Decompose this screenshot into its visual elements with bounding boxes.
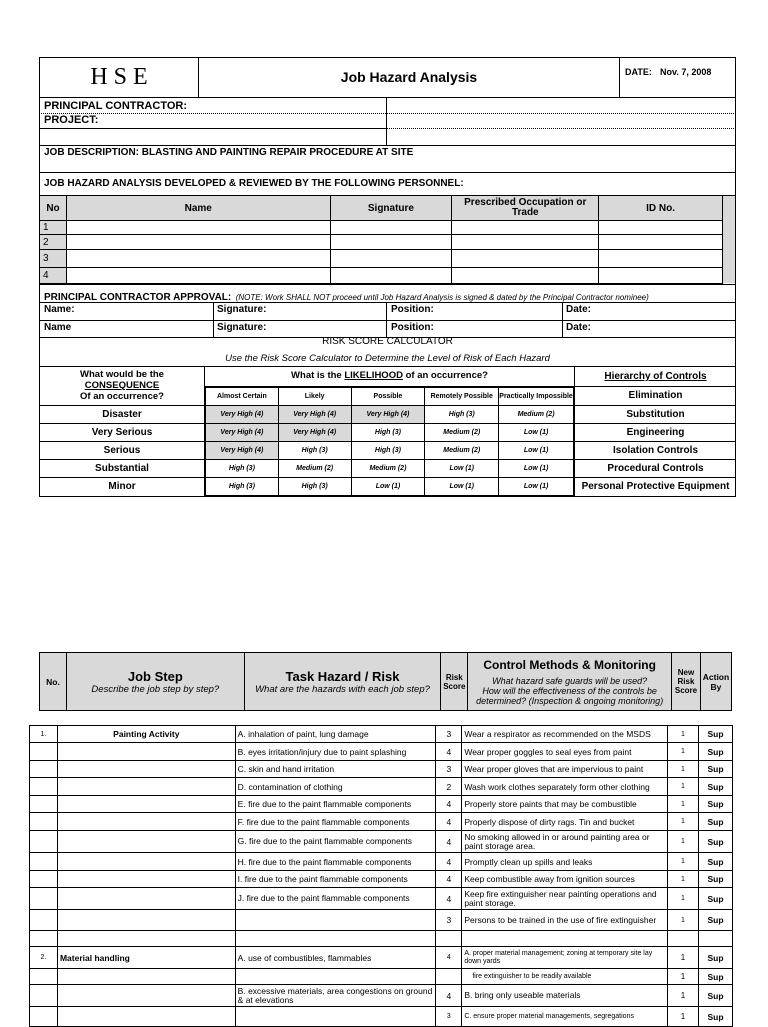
- job-step-cell: [57, 871, 235, 888]
- row-number: [30, 985, 58, 1007]
- consequence-minor: Minor: [108, 481, 136, 492]
- approval-date-2: Date:: [566, 322, 592, 333]
- job-step-cell: [57, 969, 235, 985]
- action-by-cell: Sup: [698, 985, 732, 1007]
- project-label: PROJECT:: [44, 114, 99, 126]
- row-number: [30, 871, 58, 888]
- risk-cell: Medium (2): [425, 442, 499, 460]
- risk-score-cell: 4: [436, 813, 462, 831]
- row-number: [30, 796, 58, 813]
- name-cell[interactable]: [66, 268, 330, 284]
- header-new-risk-score: New Risk Score: [671, 653, 700, 711]
- new-risk-score-cell: 1: [668, 761, 699, 778]
- col-signature: Signature: [330, 196, 452, 221]
- risk-score-cell: [436, 931, 462, 947]
- action-by-cell: [698, 931, 732, 947]
- hazard-row: [30, 888, 733, 910]
- risk-score-cell: 2: [436, 778, 462, 796]
- consequence-serious: Serious: [103, 445, 141, 456]
- col-id: ID No.: [599, 196, 723, 221]
- risk-score-cell: 4: [436, 888, 462, 910]
- hazard-row: [30, 871, 733, 888]
- occupation-cell[interactable]: [452, 268, 599, 284]
- risk-cell: High (3): [206, 478, 279, 496]
- action-by-cell: Sup: [698, 726, 732, 743]
- hazard-cell: [235, 910, 436, 931]
- action-by-cell: Sup: [698, 1007, 732, 1027]
- action-by-cell: Sup: [698, 813, 732, 831]
- job-step-cell: [57, 931, 235, 947]
- row-number: 4: [40, 268, 67, 284]
- control-substitution: Substitution: [626, 409, 685, 420]
- job-description: JOB DESCRIPTION: BLASTING AND PAINTING REPAIR PROCEDURE AT SITE: [44, 147, 414, 158]
- job-step-cell: [57, 910, 235, 931]
- action-by-cell: Sup: [698, 853, 732, 871]
- likelihood-almost-certain: Almost Certain: [206, 388, 279, 406]
- principal-contractor-label: PRINCIPAL CONTRACTOR:: [44, 100, 187, 112]
- hazard-row: [30, 813, 733, 831]
- hazard-table: [29, 725, 733, 1027]
- risk-score-cell: [436, 969, 462, 985]
- job-step-cell: [57, 778, 235, 796]
- hazard-row: [30, 778, 733, 796]
- risk-score-cell: 3: [436, 761, 462, 778]
- control-cell: Wear proper goggles to seal eyes from paint: [462, 743, 668, 761]
- new-risk-score-cell: 1: [668, 888, 699, 910]
- job-step-cell: [57, 985, 235, 1007]
- consequence-disaster: Disaster: [102, 409, 142, 420]
- header-task-hazard: Task Hazard / Risk What are the hazards with each job step?: [244, 653, 441, 711]
- hazard-row: [30, 947, 733, 969]
- date-label: DATE:: [625, 67, 652, 77]
- approval-name-2: Name: [44, 322, 72, 333]
- name-cell[interactable]: [66, 221, 330, 235]
- new-risk-score-cell: 1: [668, 985, 699, 1007]
- new-risk-score-cell: 1: [668, 853, 699, 871]
- likelihood-possible: Possible: [351, 388, 425, 406]
- consequence-very-serious: Very Serious: [91, 427, 153, 438]
- control-cell: No smoking allowed in or around painting area or paint storage area.: [462, 831, 668, 853]
- risk-score-cell: 4: [436, 743, 462, 761]
- control-cell: Wear proper gloves that are impervious to paint: [462, 761, 668, 778]
- action-by-cell: Sup: [698, 947, 732, 969]
- job-step-cell: Painting Activity: [57, 726, 235, 743]
- control-isolation: Isolation Controls: [613, 445, 698, 456]
- new-risk-score-cell: 1: [668, 743, 699, 761]
- job-step-cell: [57, 853, 235, 871]
- header-action-by: Action By: [700, 653, 731, 711]
- signature-cell[interactable]: [330, 268, 452, 284]
- action-by-cell: Sup: [698, 910, 732, 931]
- new-risk-score-cell: 1: [668, 778, 699, 796]
- risk-cell: Very High (4): [206, 406, 279, 424]
- action-by-cell: Sup: [698, 831, 732, 853]
- new-risk-score-cell: 1: [668, 871, 699, 888]
- col-name: Name: [66, 196, 330, 221]
- row-number: [30, 778, 58, 796]
- signature-cell[interactable]: [330, 221, 452, 235]
- hazard-row: [30, 910, 733, 931]
- row-number: [30, 969, 58, 985]
- risk-score-cell: 4: [436, 853, 462, 871]
- hazard-row: [30, 726, 733, 743]
- job-step-cell: [57, 831, 235, 853]
- control-cell: Properly dispose of dirty rags. Tin and bucket: [462, 813, 668, 831]
- action-by-cell: Sup: [698, 871, 732, 888]
- new-risk-score-cell: [668, 931, 699, 947]
- job-step-cell: [57, 743, 235, 761]
- hazard-row: [30, 761, 733, 778]
- risk-cell: High (3): [278, 478, 351, 496]
- new-risk-score-cell: 1: [668, 831, 699, 853]
- risk-cell: High (3): [425, 406, 499, 424]
- hazard-row: [30, 743, 733, 761]
- personnel-table: [39, 195, 723, 284]
- risk-cell: Medium (2): [278, 460, 351, 478]
- risk-calculator-subtitle: Use the Risk Score Calculator to Determine the Level of Risk of Each Hazard: [225, 353, 550, 364]
- consequence-substantial: Substantial: [95, 463, 149, 474]
- hazard-row: [30, 831, 733, 853]
- risk-cell: Very High (4): [278, 406, 351, 424]
- row-number: 1.: [30, 726, 58, 743]
- hazard-cell: J. fire due to the paint flammable components: [235, 888, 436, 910]
- risk-matrix: [205, 387, 574, 496]
- job-step-cell: [57, 813, 235, 831]
- hazard-cell: G. fire due to the paint flammable components: [235, 831, 436, 853]
- approval-signature-1: Signature:: [217, 304, 267, 315]
- risk-cell: Low (1): [499, 442, 574, 460]
- new-risk-score-cell: 1: [668, 969, 699, 985]
- control-cell: A. proper material management; zoning at temporary site lay down yards: [462, 947, 668, 969]
- new-risk-score-cell: 1: [668, 796, 699, 813]
- likelihood-remotely-possible: Remotely Possible: [425, 388, 499, 406]
- risk-score-cell: 4: [436, 831, 462, 853]
- signature-cell[interactable]: [330, 250, 452, 268]
- risk-cell: Medium (2): [499, 406, 574, 424]
- personnel-heading: JOB HAZARD ANALYSIS DEVELOPED & REVIEWED BY THE FOLLOWING PERSONNEL:: [44, 178, 464, 189]
- control-engineering: Engineering: [626, 427, 685, 438]
- row-number: 2: [40, 235, 67, 250]
- risk-cell: High (3): [351, 424, 425, 442]
- approval-label: PRINCIPAL CONTRACTOR APPROVAL:: [44, 292, 232, 303]
- control-cell: Keep combustible away from ignition sources: [462, 871, 668, 888]
- approval-date-1: Date:: [566, 304, 592, 315]
- control-cell: Wear a respirator as recommended on the MSDS: [462, 726, 668, 743]
- risk-cell: High (3): [278, 442, 351, 460]
- hazard-cell: E. fire due to the paint flammable components: [235, 796, 436, 813]
- new-risk-score-cell: 1: [668, 910, 699, 931]
- hazard-table-header: [39, 652, 732, 711]
- control-cell: Properly store paints that may be combustible: [462, 796, 668, 813]
- action-by-cell: Sup: [698, 743, 732, 761]
- job-step-cell: [57, 761, 235, 778]
- name-cell[interactable]: [66, 250, 330, 268]
- risk-cell: Low (1): [425, 478, 499, 496]
- new-risk-score-cell: 1: [668, 947, 699, 969]
- control-elimination: Elimination: [628, 390, 683, 401]
- hazard-row: [30, 969, 733, 985]
- row-number: [30, 888, 58, 910]
- approval-position-2: Position:: [391, 322, 434, 333]
- risk-score-cell: 3: [436, 910, 462, 931]
- header-risk-score: Risk Score: [441, 653, 468, 711]
- risk-score-cell: 4: [436, 947, 462, 969]
- risk-cell: Very High (4): [278, 424, 351, 442]
- row-number: 3: [40, 250, 67, 268]
- hazard-cell: D. contamination of clothing: [235, 778, 436, 796]
- job-step-cell: [57, 888, 235, 910]
- risk-score-cell: 4: [436, 985, 462, 1007]
- hazard-cell: [235, 931, 436, 947]
- hierarchy-title: Hierarchy of Controls: [604, 371, 707, 382]
- action-by-cell: Sup: [698, 778, 732, 796]
- control-procedural: Procedural Controls: [607, 463, 704, 474]
- id-cell[interactable]: [599, 250, 723, 268]
- id-cell[interactable]: [599, 221, 723, 235]
- hazard-row: [30, 853, 733, 871]
- hazard-cell: [235, 969, 436, 985]
- risk-score-cell: 4: [436, 871, 462, 888]
- risk-cell: Medium (2): [425, 424, 499, 442]
- approval-signature-2: Signature:: [217, 322, 267, 333]
- risk-cell: Low (1): [499, 478, 574, 496]
- new-risk-score-cell: 1: [668, 813, 699, 831]
- risk-cell: Very High (4): [206, 442, 279, 460]
- row-number: [30, 813, 58, 831]
- row-number: [30, 853, 58, 871]
- id-cell[interactable]: [599, 235, 723, 250]
- header-no: No.: [40, 653, 67, 711]
- hazard-cell: A. use of combustibles, flammables: [235, 947, 436, 969]
- hse-logo: H S E: [90, 64, 148, 90]
- risk-cell: High (3): [206, 460, 279, 478]
- control-ppe: Personal Protective Equipment: [581, 481, 730, 492]
- id-cell[interactable]: [599, 268, 723, 284]
- action-by-cell: Sup: [698, 761, 732, 778]
- hazard-cell: C. skin and hand irritation: [235, 761, 436, 778]
- action-by-cell: Sup: [698, 796, 732, 813]
- job-step-cell: [57, 796, 235, 813]
- control-cell: B. bring only useable materials: [462, 985, 668, 1007]
- signature-cell[interactable]: [330, 235, 452, 250]
- job-step-cell: Material handling: [57, 947, 235, 969]
- hazard-cell: B. eyes irritation/injury due to paint splashing: [235, 743, 436, 761]
- occupation-cell[interactable]: [452, 250, 599, 268]
- risk-cell: Low (1): [425, 460, 499, 478]
- header-job-step: Job Step Describe the job step by step?: [66, 653, 244, 711]
- risk-cell: Very High (4): [206, 424, 279, 442]
- hazard-row: [30, 985, 733, 1007]
- action-by-cell: Sup: [698, 969, 732, 985]
- col-occupation: Prescribed Occupation or Trade: [452, 196, 599, 221]
- risk-cell: Low (1): [351, 478, 425, 496]
- row-number: [30, 910, 58, 931]
- likelihood-practically-impossible: Practically Impossible: [499, 388, 574, 406]
- row-number: [30, 831, 58, 853]
- likelihood-question: What is the LIKELIHOOD of an occurrence?: [291, 370, 488, 381]
- approval-position-1: Position:: [391, 304, 434, 315]
- form-title: Job Hazard Analysis: [340, 69, 478, 85]
- control-cell: C. ensure proper material managements, segregations: [462, 1007, 668, 1027]
- hazard-cell: B. excessive materials, area congestions on ground & at elevations: [235, 985, 436, 1007]
- risk-cell: Low (1): [499, 424, 574, 442]
- row-number: [30, 761, 58, 778]
- hazard-row: [30, 931, 733, 947]
- hazard-cell: A. inhalation of paint, lung damage: [235, 726, 436, 743]
- occupation-cell[interactable]: [452, 221, 599, 235]
- new-risk-score-cell: 1: [668, 726, 699, 743]
- action-by-cell: Sup: [698, 888, 732, 910]
- new-risk-score-cell: 1: [668, 1007, 699, 1027]
- risk-score-cell: 3: [436, 726, 462, 743]
- risk-cell: High (3): [351, 442, 425, 460]
- hazard-cell: H. fire due to the paint flammable components: [235, 853, 436, 871]
- control-cell: Persons to be trained in the use of fire extinguisher: [462, 910, 668, 931]
- control-cell: [462, 931, 668, 947]
- risk-cell: Medium (2): [351, 460, 425, 478]
- likelihood-likely: Likely: [278, 388, 351, 406]
- row-number: [30, 931, 58, 947]
- approval-note: (NOTE: Work SHALL NOT proceed until Job Hazard Analysis is signed & dated by the Principal Contractor nominee): [235, 293, 649, 302]
- occupation-cell[interactable]: [452, 235, 599, 250]
- personnel-side-strip: [723, 196, 735, 283]
- control-cell: fire extinguisher to be readily available: [462, 969, 668, 985]
- date-value: Nov. 7, 2008: [660, 67, 712, 77]
- name-cell[interactable]: [66, 235, 330, 250]
- row-number: 1: [40, 221, 67, 235]
- col-no: No: [40, 196, 67, 221]
- control-cell: Wash work clothes separately form other clothing: [462, 778, 668, 796]
- hazard-cell: I. fire due to the paint flammable components: [235, 871, 436, 888]
- risk-score-cell: 3: [436, 1007, 462, 1027]
- consequence-question: What would be the CONSEQUENCE Of an occurrence?: [80, 369, 164, 402]
- risk-cell: Very High (4): [351, 406, 425, 424]
- header-control-methods: Control Methods & Monitoring What hazard safe guards will be used? How will the effectiveness of the controls be determined? (Inspection & ongoing monitoring): [468, 653, 672, 711]
- control-cell: Keep fire extinguisher near painting operations and paint storage.: [462, 888, 668, 910]
- control-cell: Promptly clean up spills and leaks: [462, 853, 668, 871]
- hazard-cell: F. fire due to the paint flammable components: [235, 813, 436, 831]
- row-number: 2.: [30, 947, 58, 969]
- row-number: [30, 743, 58, 761]
- hazard-row: [30, 796, 733, 813]
- risk-score-cell: 4: [436, 796, 462, 813]
- approval-name-1: Name:: [44, 304, 75, 315]
- risk-calculator-title: RISK SCORE CALCULATOR: [322, 336, 453, 347]
- risk-cell: Low (1): [499, 460, 574, 478]
